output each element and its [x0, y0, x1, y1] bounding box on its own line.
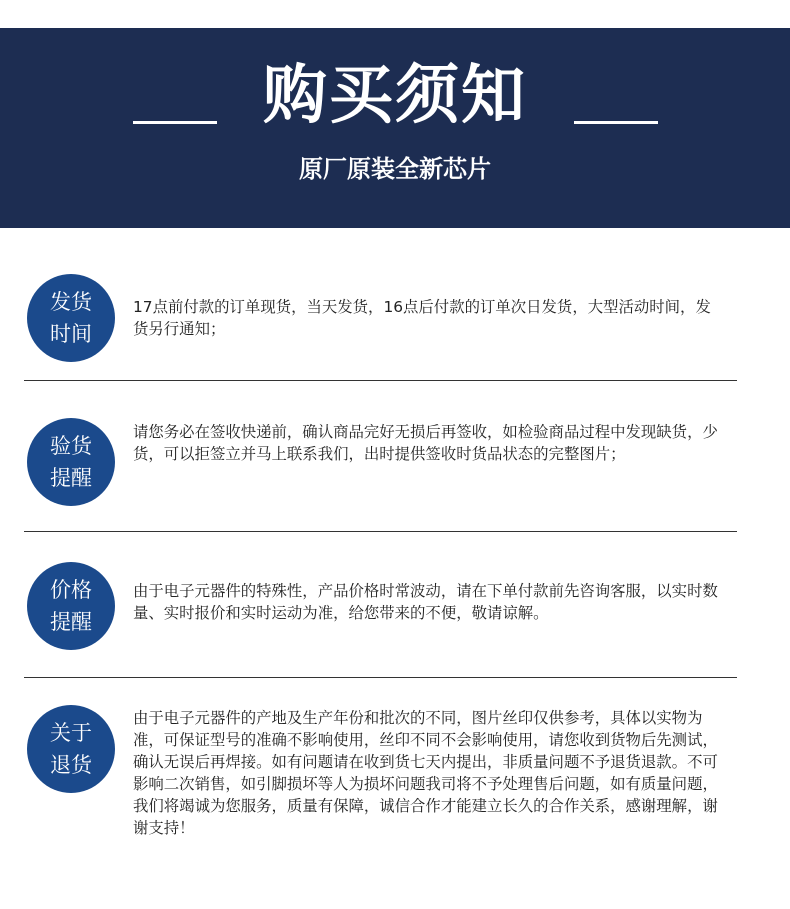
- page-subtitle: 原厂原装全新芯片: [299, 155, 491, 183]
- section-badge: 发货时间: [27, 274, 115, 362]
- section-badge: 价格提醒: [27, 562, 115, 650]
- section-text: 17点前付款的订单现货，当天发货，16点后付款的订单次日发货，大型活动时间，发货另行通知；: [133, 298, 711, 338]
- section-text: 由于电子元器件的产地及生产年份和批次的不同，图片丝印仅供参考，具体以实物为准，可保证型号的准确不影响使用，丝印不同不会影响使用，请您收到货物后先测试，确认无误后再焊接。如有问题请在收到货七天内提出，非质量问题不予退货退款。不可影响二次销售，如引脚损坏等人为损坏问题我司将不予处理售后问题，如有质量问题，我们将竭诚为您服务，质量有保障，诚信合作才能建立长久的合作关系，感谢理解，谢谢支持！: [133, 709, 718, 837]
- section-badge: 关于退货: [27, 705, 115, 793]
- section-divider: [24, 380, 737, 381]
- page-title: 购买须知: [263, 59, 527, 133]
- section-text: 请您务必在签收快递前，确认商品完好无损后再签收，如检验商品过程中发现缺货，少货，可以拒签立并马上联系我们，出时提供签收时货品状态的完整图片；: [133, 423, 718, 463]
- section-divider: [24, 677, 737, 678]
- title-rule-right: [574, 121, 658, 124]
- section-divider: [24, 531, 737, 532]
- section-badge: 验货提醒: [27, 418, 115, 506]
- header-banner: [0, 28, 790, 228]
- section-text: 由于电子元器件的特殊性，产品价格时常波动，请在下单付款前先咨询客服，以实时数量、实时报价和实时运动为准，给您带来的不便，敬请谅解。: [133, 582, 718, 622]
